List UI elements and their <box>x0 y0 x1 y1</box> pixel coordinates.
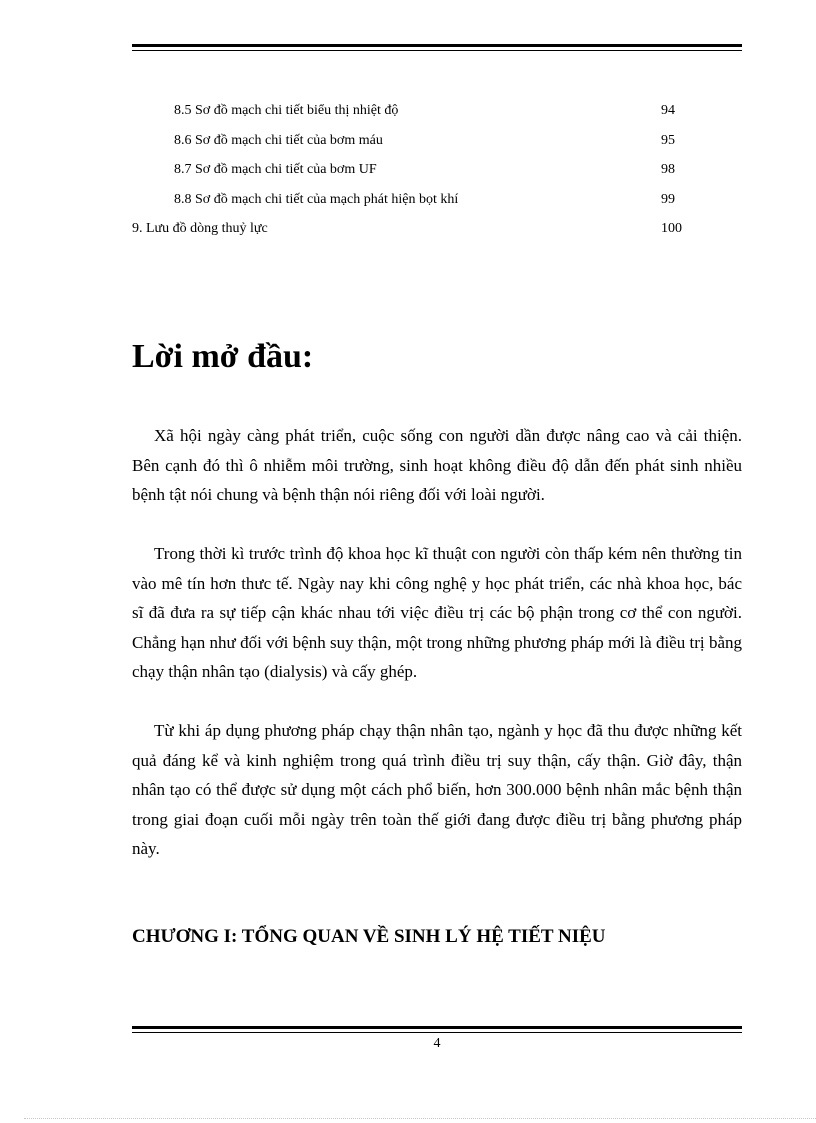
toc-entry-label: 8.6 Sơ đồ mạch chi tiết của bơm máu <box>174 132 383 148</box>
paragraph-intro: Xã hội ngày càng phát triển, cuộc sống con người dần được nâng cao và cải thiện. Bên cạnh đó thì ô nhiễm môi trường, sinh hoạt không điều độ dẫn đến phát sinh nhiều bệnh tật nói chung và bệnh thận nói riêng đối với loài người. <box>132 426 742 504</box>
toc-entry-page: 99 <box>661 191 675 207</box>
paragraph-history: Trong thời kì trước trình độ khoa học kĩ thuật con người còn thấp kém nên thường tin vào mê tín hơn thưc tế. Ngày nay khi công nghệ y học phát triển, các nhà khoa học, bác sĩ đã đưa ra sự tiếp cận khác nhau tới việc điều trị các bộ phận trong cơ thể con người. Chẳng hạn như đối với bệnh suy thận, một trong những phương pháp mới là điều trị bằng chạy thận nhân tạo (dialysis) và cấy ghép. <box>132 544 742 681</box>
toc-entry-page: 98 <box>661 162 675 177</box>
footer-rule <box>132 1026 742 1033</box>
header-rule <box>132 44 742 51</box>
chapter-title: CHƯƠNG I: TỔNG QUAN VỀ SINH LÝ HỆ TIẾT NIỆU <box>132 926 606 947</box>
paragraph-dialysis: Từ khi áp dụng phương pháp chạy thận nhân tạo, ngành y học đã thu được những kết quả đáng kể và kinh nghiệm trong quá trình điều trị suy thận, cấy thận. Giờ đây, thận nhân tạo có thể được sử dụng một cách phổ biến, hơn 300.000 bệnh nhân mắc bệnh thận trong giai đoạn cuối mỗi ngày trên toàn thế giới đang được điều trị bằng phương pháp này. <box>132 721 742 858</box>
toc-entry-page: 94 <box>661 103 675 118</box>
toc-entry-label: 8.7 Sơ đồ mạch chi tiết của bơm UF <box>174 162 377 177</box>
toc-entry-page: 95 <box>661 132 675 148</box>
toc-entry-label: 8.5 Sơ đồ mạch chi tiết biểu thị nhiệt độ <box>174 103 399 118</box>
toc-entry[interactable] <box>132 159 692 189</box>
toc-entry[interactable] <box>132 189 692 219</box>
toc-entry[interactable] <box>132 100 692 130</box>
toc-entry-label: 8.8 Sơ đồ mạch chi tiết của mạch phát hiện bọt khí <box>174 191 459 207</box>
toc-entry-page: 100 <box>661 221 682 236</box>
page-edge-divider <box>24 1118 816 1119</box>
toc-entry[interactable] <box>132 218 692 248</box>
page-number: 4 <box>433 1036 441 1051</box>
toc-entry[interactable] <box>132 130 692 160</box>
section-heading: Lời mở đầu: <box>132 338 314 375</box>
table-of-contents <box>132 100 692 248</box>
toc-entry-label: 9. Lưu đồ dòng thuỷ lực <box>132 221 268 236</box>
